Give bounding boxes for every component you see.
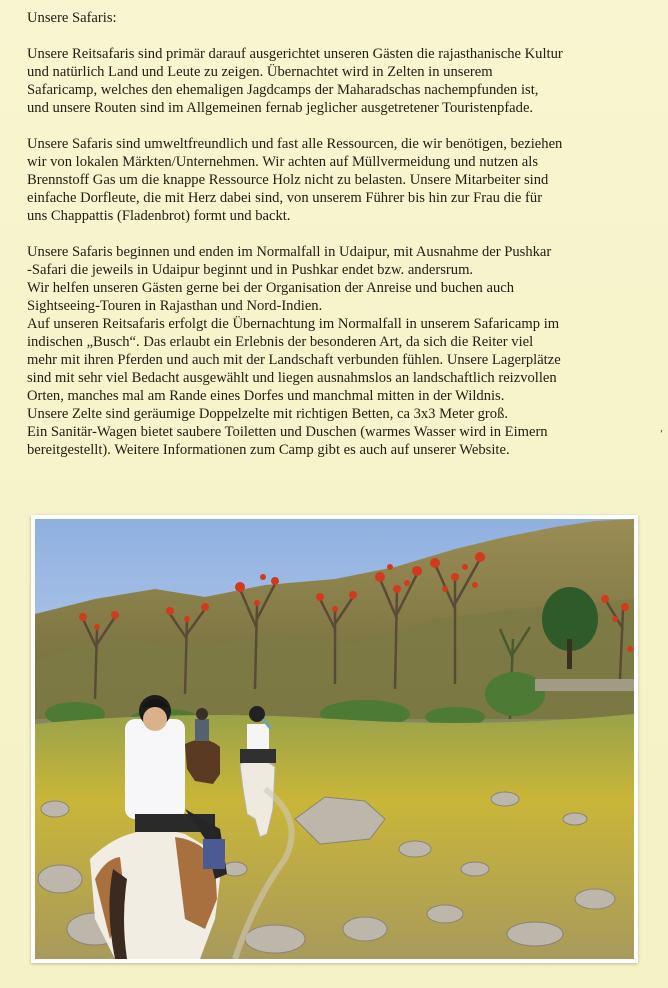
safari-photo [31, 515, 638, 963]
text-line: Unsere Reitsafaris sind primär darauf ausgerichtet unseren Gästen die rajasthanische Kultur [27, 46, 563, 62]
text-line: Unsere Zelte sind geräumige Doppelzelte mit richtigen Betten, ca 3x3 Meter groß. [27, 406, 509, 422]
riders-landscape-illustration [35, 519, 634, 959]
text-line: Unsere Safaris beginnen und enden im Normalfall in Udaipur, mit Ausnahme der Pushkar [27, 244, 552, 260]
text-line: Brennstoff Gas um die knappe Ressource Holz nicht zu belasten. Unsere Mitarbeiter sind [27, 172, 549, 188]
safari-text-block [27, 9, 627, 477]
text-line: bereitgestellt). Weitere Informationen zum Camp gibt es auch auf unserer Website. [27, 442, 510, 458]
text-line: einfache Dorfleute, die mit Herz dabei sind, von unserem Führer bis hin zur Frau die für [27, 190, 543, 206]
paragraph-logistics [27, 243, 627, 459]
tree-trunk [567, 639, 572, 669]
stone-wall [535, 679, 634, 691]
text-line: Sightseeing-Touren in Rajasthan und Nord-Indien. [27, 298, 323, 314]
paragraph-environment [27, 135, 627, 225]
text-line: mehr mit ihren Pferden und auch mit der Landschaft verbunden fühlen. Unsere Lagerplätze [27, 352, 561, 368]
text-line: -Safari die jeweils in Udaipur beginnt und in Pushkar endet bzw. andersrum. [27, 262, 474, 278]
paragraph-culture [27, 45, 627, 117]
text-line: Unsere Safaris sind umweltfreundlich und fast alle Ressourcen, die wir benötigen, beziehen [27, 136, 563, 152]
text-line: uns Chappattis (Fladenbrot) formt und backt. [27, 208, 291, 224]
text-line: Auf unseren Reitsafaris erfolgt die Übernachtung im Normalfall in unserem Safaricamp im [27, 316, 560, 332]
page-heading [27, 9, 627, 27]
text-line: und natürlich Land und Leute zu zeigen. Übernachtet wird in Zelten in unserem [27, 64, 493, 80]
text-line: indischen „Busch“. Das erlaubt ein Erlebnis der besonderen Art, da sich die Reiter viel [27, 334, 534, 350]
text-line: Orten, manches mal am Rande eines Dorfes und manchmal mitten in der Wildnis. [27, 388, 505, 404]
text-line: Wir helfen unseren Gästen gerne bei der Organisation der Anreise und buchen auch [27, 280, 515, 296]
text-line: und unsere Routen sind im Allgemeinen fernab jeglicher ausgetretener Touristenpfade. [27, 100, 534, 116]
text-line: Safaricamp, welches den ehemaligen Jagdcamps der Maharadschas nachempfunden ist, [27, 82, 539, 98]
text-line: sind mit sehr viel Bedacht ausgewählt und liegen ausnahmslos an landschaftlich reizvollen [27, 370, 557, 386]
text-line: wir von lokalen Märkten/Unternehmen. Wir achten auf Müllvermeidung und nutzen als [27, 154, 538, 170]
text-line: Ein Sanitär-Wagen bietet saubere Toiletten und Duschen (warmes Wasser wird in Eimern [27, 424, 548, 440]
margin-mark: ʹ [660, 430, 663, 441]
heading-line: Unsere Safaris: [27, 10, 117, 26]
